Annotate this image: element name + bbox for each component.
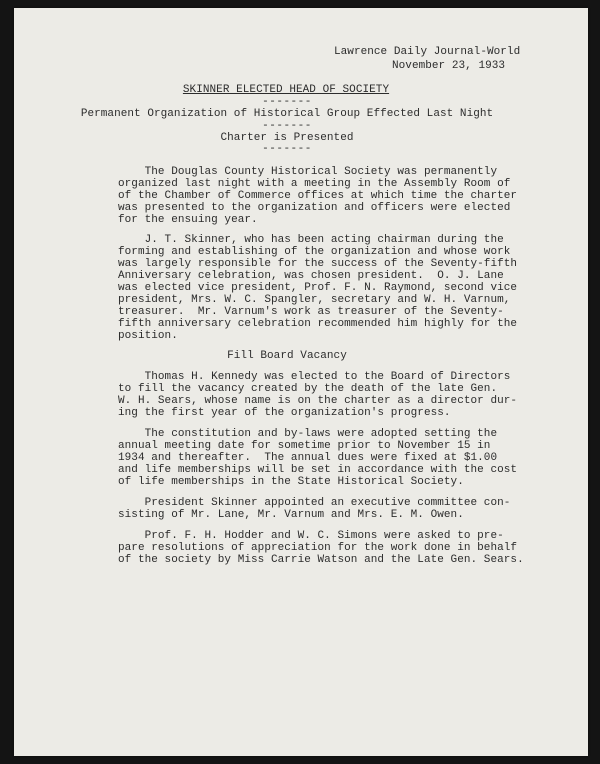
paragraph-line: Anniversary celebration, was chosen president. O. J. Lane [118,270,504,282]
paragraph-line: Thomas H. Kennedy was elected to the Board of Directors [118,371,511,383]
paragraph-line: President Skinner appointed an executive committee con- [118,497,511,509]
document-page [14,8,588,756]
newspaper-name: Lawrence Daily Journal-World [334,46,521,58]
headline: SKINNER ELECTED HEAD OF SOCIETY [182,84,390,96]
paragraph-line: treasurer. Mr. Varnum's work as treasurer of the Seventy- [118,306,504,318]
paragraph-line: president, Mrs. W. C. Spangler, secretary and W. H. Varnum, [118,294,511,306]
paragraph-line: organized last night with a meeting in the Assembly Room of [118,178,511,190]
paragraph-line: position. [118,330,178,342]
paragraph-line: was elected vice president, Prof. F. N. Raymond, second vice [118,282,518,294]
separator-3: ------- [262,143,312,155]
paragraph-line: and life memberships will be set in accordance with the cost [118,464,518,476]
paragraph-line: annual meeting date for sometime prior to November 15 in [118,440,491,452]
section-heading: Fill Board Vacancy [227,350,347,362]
paragraph-line: 1934 and thereafter. The annual dues were fixed at $1.00 [118,452,498,464]
paragraph-line: sisting of Mr. Lane, Mr. Varnum and Mrs. E. M. Owen. [118,509,464,521]
paragraph-line: was presented to the organization and officers were elected [118,202,511,214]
paragraph-line: to fill the vacancy created by the death of the late Gen. [118,383,498,395]
paragraph-line: of the Chamber of Commerce offices at which time the charter [118,190,518,202]
paragraph-line: of life memberships in the State Historical Society. [118,476,464,488]
paragraph-line: The Douglas County Historical Society was permanently [118,166,498,178]
separator-1: ------- [262,96,312,108]
publication-date: November 23, 1933 [392,60,506,72]
paragraph-line: was largely responsible for the success of the Seventy-fifth [118,258,518,270]
subheadline-charter: Charter is Presented [220,132,354,144]
subheadline: Permanent Organization of Historical Group Effected Last Night [80,108,494,120]
paragraph-line: ing the first year of the organization's progress. [118,407,451,419]
paragraph-line: The constitution and by-laws were adopted setting the [118,428,498,440]
paragraph-line: for the ensuing year. [118,214,258,226]
paragraph-line: pare resolutions of appreciation for the work done in behalf [118,542,518,554]
paragraph-line: W. H. Sears, whose name is on the charter as a director dur- [118,395,518,407]
paragraph-line: fifth anniversary celebration recommended him highly for the [118,318,518,330]
separator-2: ------- [262,120,312,132]
paragraph-line: of the society by Miss Carrie Watson and the Late Gen. Sears. [118,554,524,566]
paragraph-line: Prof. F. H. Hodder and W. C. Simons were asked to pre- [118,530,504,542]
paragraph-line: J. T. Skinner, who has been acting chairman during the [118,234,504,246]
paragraph-line: forming and establishing of the organization and whose work [118,246,511,258]
